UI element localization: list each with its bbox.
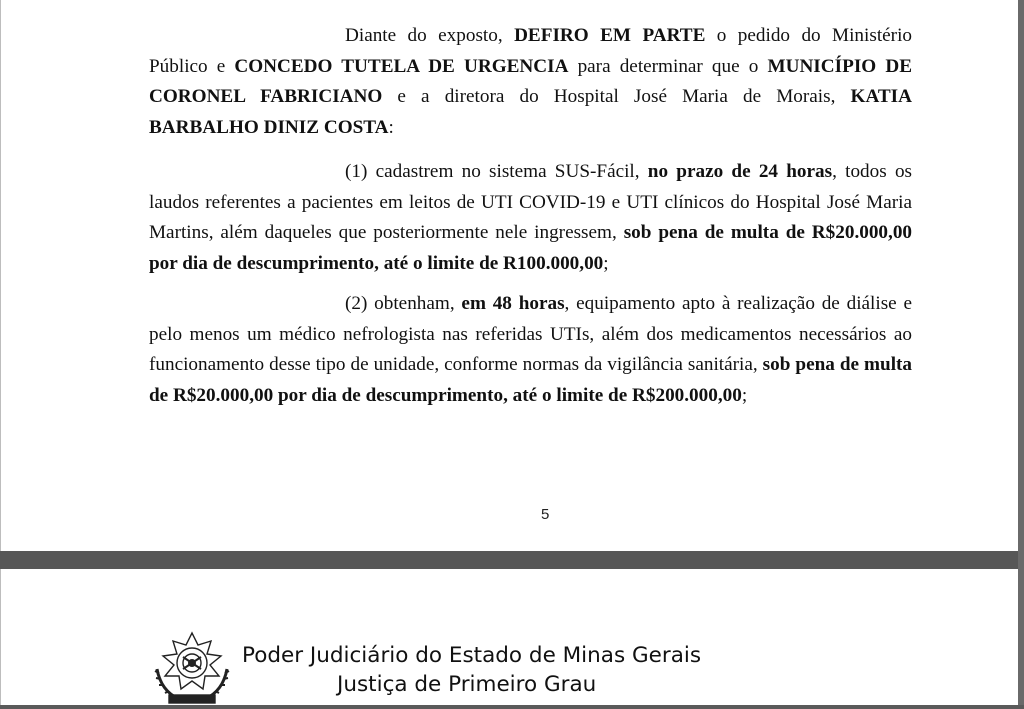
- text: ;: [741, 384, 748, 406]
- text: para determinar que o: [568, 55, 768, 77]
- text: , equipamento apto à realização de diálise e pelo menos um médico nefrologista nas referidas UTIs, além dos medicamentos necessários ao funcionamento desse tipo de unidade, conforme normas da vigilância sanitária,: [149, 293, 912, 375]
- court-header: [149, 629, 849, 709]
- page-number: 5: [541, 506, 550, 523]
- bold-text: KATIA BARBALHO DINIZ COSTA: [149, 86, 912, 138]
- bold-text: DEFIRO EM PARTE: [514, 25, 706, 46]
- bold-text: MUNICÍPIO DE CORONEL FABRICIANO: [149, 55, 912, 107]
- text: :: [388, 116, 394, 138]
- bold-text: sob pena de multa de R$20.000,00 por dia de descumprimento, até o limite de R$200.000,00: [149, 354, 913, 406]
- bold-text: em 48 horas: [461, 293, 565, 314]
- page-separator: [0, 551, 1024, 569]
- document-page-6: [0, 569, 1019, 705]
- paragraph-item-1: [149, 157, 912, 279]
- text: ;: [603, 252, 609, 274]
- court-name: Poder Judiciário do Estado de Minas Gerais: [242, 643, 702, 668]
- brazil-coat-of-arms-icon: [149, 629, 235, 709]
- court-instance: Justiça de Primeiro Grau: [337, 672, 597, 697]
- viewer-scroll-gutter: [1018, 0, 1024, 705]
- bold-text: no prazo de 24 horas: [647, 161, 833, 182]
- bold-text: sob pena de multa de R$20.000,00 por dia de descumprimento, até o limite de R100.000,00: [149, 222, 913, 274]
- text: (2) obtenham,: [345, 293, 462, 314]
- text: Diante do exposto,: [345, 25, 515, 46]
- text: e a diretora do Hospital José Maria de Morais,: [382, 86, 851, 107]
- text: (1) cadastrem no sistema SUS-Fácil,: [345, 161, 648, 182]
- bold-text: CONCEDO TUTELA DE URGENCIA: [234, 55, 569, 77]
- text: o pedido do Ministério Público e: [149, 25, 912, 77]
- text: , todos os laudos referentes a pacientes em leitos de UTI COVID-19 e UTI clínicos do Hospital José Maria Martins, além daqueles que posteriormente nele ingressem,: [149, 161, 913, 243]
- paragraph-decision: [149, 21, 912, 143]
- paragraph-item-2: [149, 289, 912, 411]
